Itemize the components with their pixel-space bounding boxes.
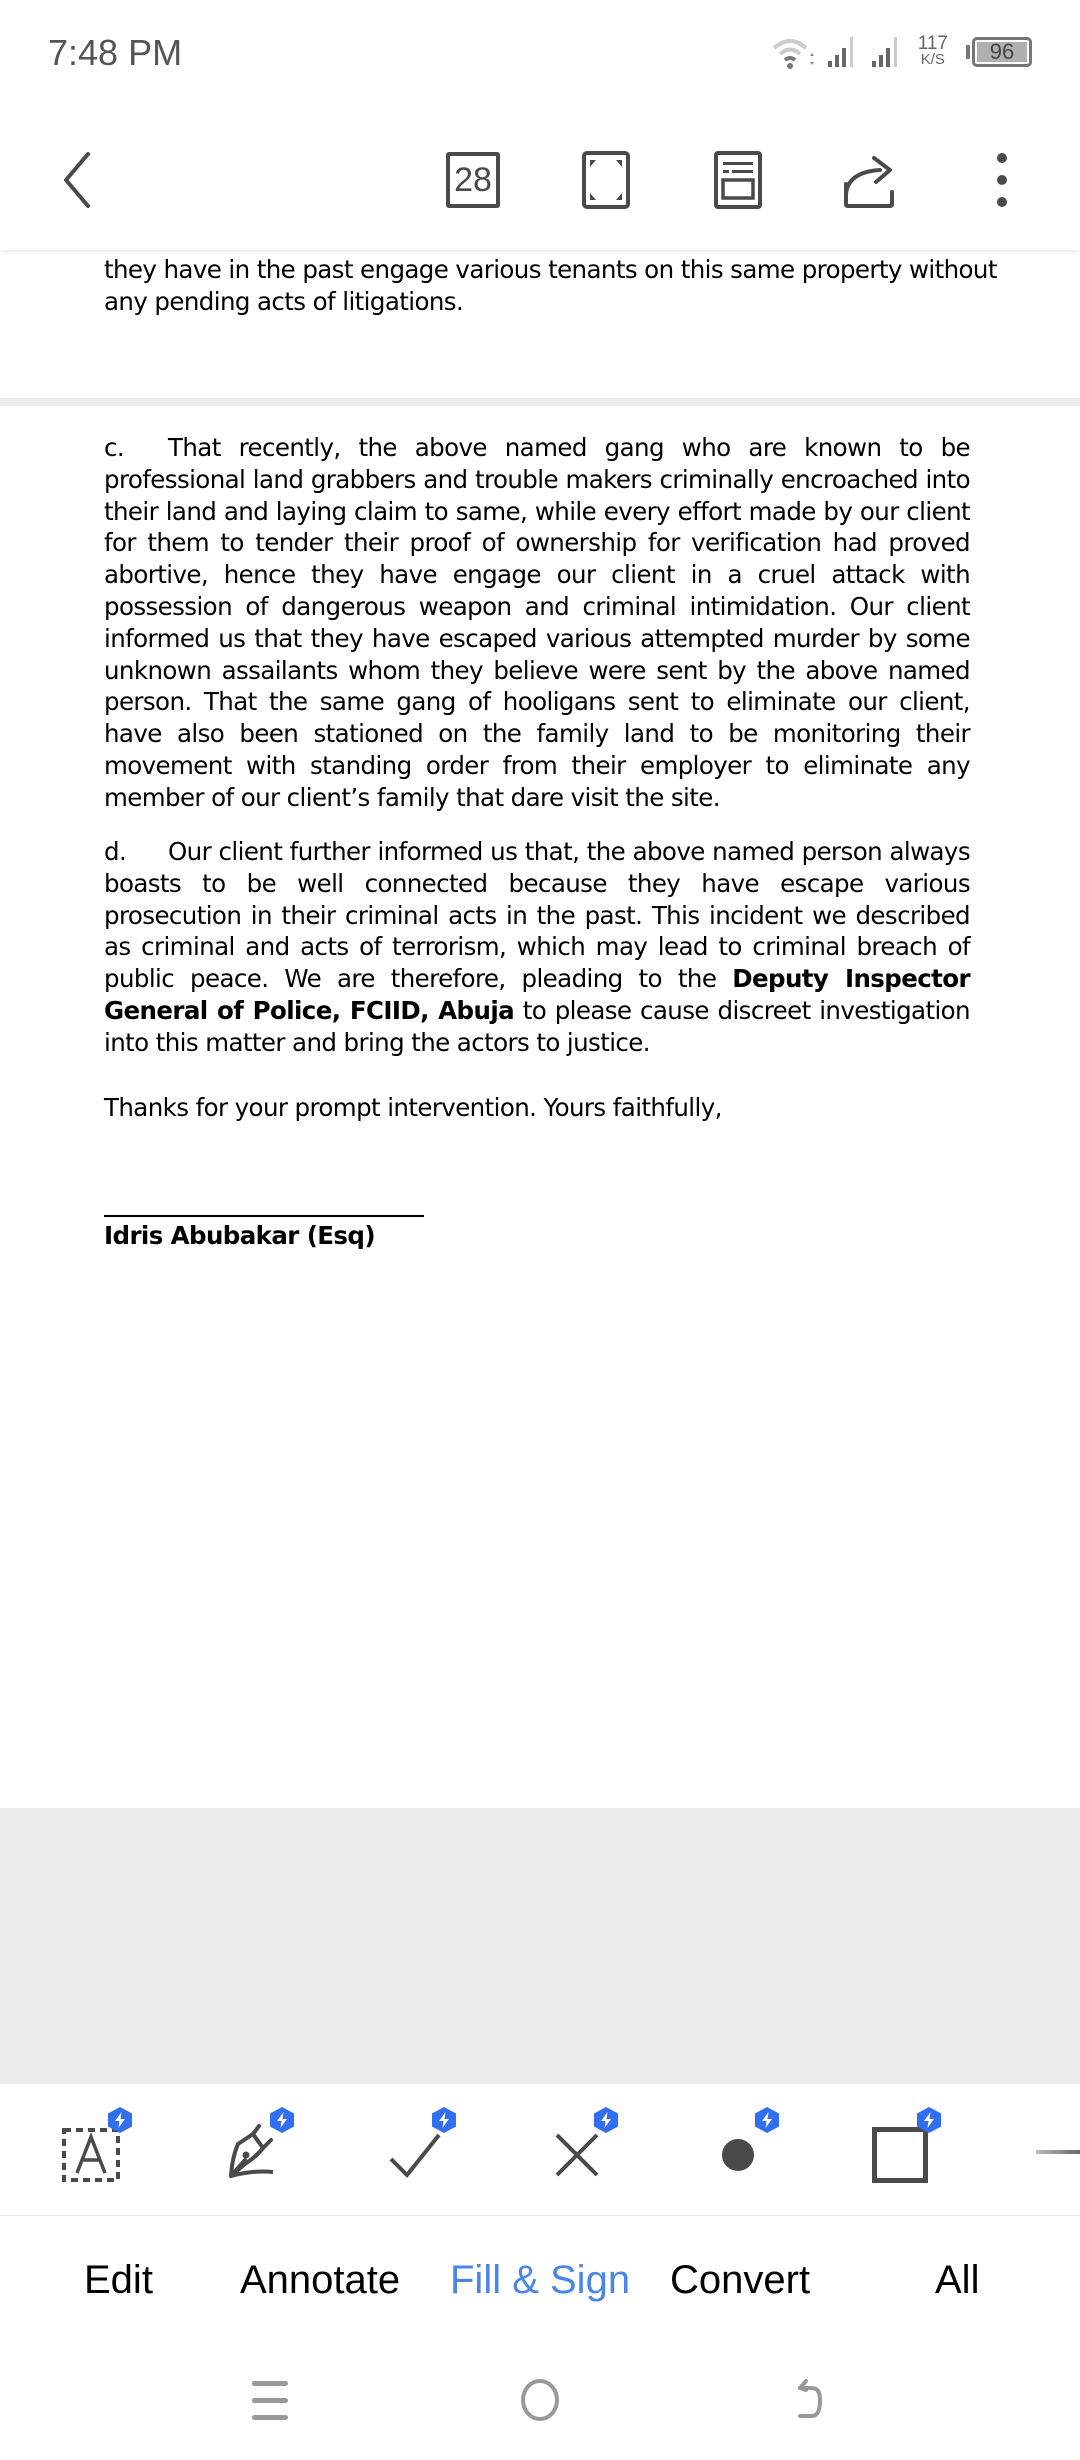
home-icon: [518, 2378, 562, 2422]
signatory-name: Idris Abubakar (Esq): [104, 1221, 375, 1250]
page-number-button[interactable]: [433, 140, 513, 220]
recent-apps-icon: [250, 2378, 290, 2422]
home-button[interactable]: [500, 2370, 580, 2430]
back-nav-button[interactable]: [770, 2370, 850, 2430]
tab-convert[interactable]: Convert: [670, 2258, 811, 2302]
previous-page-tail: [104, 254, 997, 318]
dot-tool[interactable]: [683, 2098, 793, 2208]
share-icon: [838, 150, 902, 210]
tab-all[interactable]: All: [935, 2258, 980, 2302]
fill-sign-toolbar: [0, 2084, 1080, 2216]
text-box-icon: [61, 2127, 121, 2183]
paragraph-d-addressee: Deputy Inspector General of Police, FCIID, Abuja: [104, 964, 970, 1025]
premium-badge-icon: [753, 2106, 781, 2134]
status-icons: [770, 34, 1032, 70]
network-speed-value: 117: [917, 33, 948, 54]
status-time: 7:48 PM: [48, 32, 183, 73]
view-mode-icon: [713, 150, 763, 210]
battery-icon: [966, 37, 1032, 67]
page-separator: [0, 398, 1080, 406]
page-number-icon: [446, 152, 500, 208]
top-toolbar: [0, 110, 1080, 250]
mode-tabs: [0, 2216, 1080, 2340]
rectangle-tool[interactable]: [845, 2098, 955, 2208]
premium-badge-icon: [592, 2106, 620, 2134]
view-mode-button[interactable]: [698, 140, 778, 220]
cross-tool[interactable]: [522, 2098, 632, 2208]
paragraph-d-text-2: to please cause discreet investigation into this matter and bring the actors to justice.: [104, 995, 970, 1057]
system-navigation-bar: [0, 2340, 1080, 2460]
signature-line: [104, 1215, 424, 1217]
document-view[interactable]: [0, 250, 1080, 1810]
recent-apps-button[interactable]: [230, 2370, 310, 2430]
network-speed-unit: K/S: [920, 51, 945, 68]
status-bar: [0, 0, 1080, 110]
signal-icon-2: [870, 35, 904, 69]
cross-icon: [555, 2133, 599, 2177]
premium-badge-icon: [915, 2106, 943, 2134]
fullscreen-icon: [581, 150, 631, 210]
paragraph-d-marker: d.: [104, 837, 127, 866]
premium-badge-icon: [106, 2106, 134, 2134]
premium-badge-icon: [268, 2106, 296, 2134]
paragraph-c: [104, 432, 970, 814]
more-icon: [994, 150, 1010, 210]
more-options-button[interactable]: [962, 140, 1042, 220]
back-nav-icon: [788, 2378, 832, 2422]
signature-tool[interactable]: [198, 2098, 308, 2208]
tab-edit[interactable]: Edit: [84, 2258, 153, 2302]
tab-annotate[interactable]: Annotate: [240, 2258, 401, 2302]
back-button[interactable]: [38, 140, 118, 220]
document-background: [0, 1808, 1080, 2084]
wifi-icon: [770, 34, 816, 70]
premium-badge-icon: [430, 2106, 458, 2134]
prev-tail-line-1: they have in the past engage various tenants on this same property without: [104, 255, 997, 284]
battery-level: 96: [977, 42, 1027, 62]
paragraph-d: [104, 836, 970, 1059]
closing-line: Thanks for your prompt intervention. Yours faithfully,: [104, 1093, 722, 1122]
line-tool[interactable]: [1036, 2150, 1080, 2154]
checkmark-tool[interactable]: [360, 2098, 470, 2208]
page-number: 28: [454, 160, 492, 199]
paragraph-c-text: That recently, the above named gang who are known to be professional land grabbers and trouble makers criminally encroached into their land and laying claim to same, while every effort made by our client for them to tender their proof of ownership for verification had proved abortive, hence they have engage our client in a cruel attack with possession of dangerous weapon and criminal intimidation. Our client informed us that they have escaped various attempted murder by some unknown assailants whom they believe were sent by the above named person. That the same gang of hooligans sent to eliminate our client, have also been stationed on the family land to be monitoring their movement with standing order from their employer to eliminate any member of our client’s family that dare visit the site.: [104, 433, 970, 812]
paragraph-d-text-1: Our client further informed us that, the above named person always boasts to be well connected because they have escape various prosecution in their criminal acts in the past. This incident we described as criminal and acts of terrorism, which may lead to criminal breach of public peace. We are therefore, pleading to the: [104, 837, 970, 994]
prev-tail-line-2: any pending acts of litigations.: [104, 286, 464, 316]
tab-fill-and-sign[interactable]: Fill & Sign: [450, 2258, 631, 2302]
back-icon: [58, 150, 98, 210]
paragraph-c-marker: c.: [104, 433, 125, 462]
network-speed: [917, 33, 948, 68]
signal-icon-1: [826, 35, 860, 69]
share-button[interactable]: [830, 140, 910, 220]
square-icon: [872, 2127, 928, 2183]
dot-icon: [721, 2138, 755, 2172]
fullscreen-button[interactable]: [566, 140, 646, 220]
check-icon: [387, 2131, 443, 2179]
text-box-tool[interactable]: [36, 2098, 146, 2208]
